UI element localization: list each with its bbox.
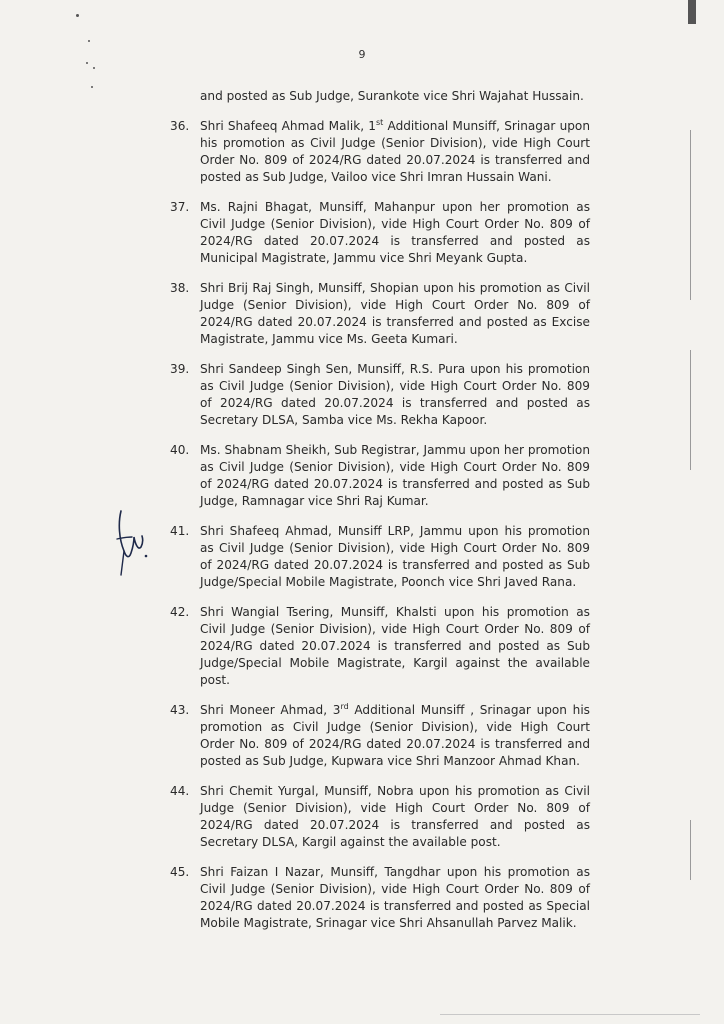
scan-speck	[91, 86, 93, 88]
list-item	[170, 604, 590, 689]
item-number: 36.	[170, 119, 190, 133]
scan-edge-line	[690, 350, 691, 470]
list-item	[170, 199, 590, 267]
scan-edge-line	[690, 820, 691, 880]
item-number: 39.	[170, 362, 190, 376]
scan-speck	[88, 40, 90, 42]
scan-speck	[86, 62, 88, 64]
item-text: Shri Faizan I Nazar, Munsiff, Tangdhar upon his promotion as Civil Judge (Senior Division), vide High Court Order No. 809 of 2024/RG dated 20.07.2024 is transferred and posted as Special Mobile Magistrate, Srinagar vice Shri Ahsanullah Parvez Malik.	[200, 865, 590, 930]
item-text: Ms. Rajni Bhagat, Munsiff, Mahanpur upon her promotion as Civil Judge (Senior Division), vide High Court Order No. 809 of 2024/RG dated 20.07.2024 is transferred and posted as Municipal Magistrate, Jammu vice Shri Meyank Gupta.	[200, 200, 590, 265]
list-item	[170, 523, 590, 591]
scan-edge-line	[690, 130, 691, 300]
list-item	[170, 783, 590, 851]
item-text: Shri Brij Raj Singh, Munsiff, Shopian upon his promotion as Civil Judge (Senior Division), vide High Court Order No. 809 of 2024/RG dated 20.07.2024 is transferred and posted as Excise Magistrate, Jammu vice Ms. Geeta Kumari.	[200, 281, 590, 346]
document-body	[170, 88, 590, 945]
handwritten-initials-signature	[112, 505, 152, 580]
item-text: Shri Wangial Tsering, Munsiff, Khalsti upon his promotion as Civil Judge (Senior Division), vide High Court Order No. 809 of 2024/RG dated 20.07.2024 is transferred and posted as Sub Judge/Special Mobile Magistrate, Kargil against the available post.	[200, 605, 590, 687]
scan-edge-mark	[688, 0, 696, 24]
item-number: 42.	[170, 605, 190, 619]
item-number: 40.	[170, 443, 190, 457]
item-text: Shri Shafeeq Ahmad Malik, 1st Additional Munsiff, Srinagar upon his promotion as Civil Judge (Senior Division), vide High Court Order No. 809 of 2024/RG dated 20.07.2024 is transferred and posted as Sub Judge, Vailoo vice Shri Imran Hussain Wani.	[200, 117, 590, 184]
item-number: 43.	[170, 703, 190, 717]
scan-speck	[93, 67, 95, 69]
list-item	[170, 864, 590, 932]
list-item	[170, 361, 590, 429]
scan-bottom-edge	[440, 1014, 700, 1015]
item-text: Ms. Shabnam Sheikh, Sub Registrar, Jammu upon her promotion as Civil Judge (Senior Division), vide High Court Order No. 809 of 2024/RG dated 20.07.2024 is transferred and posted as Sub Judge, Ramnagar vice Shri Raj Kumar.	[200, 443, 590, 508]
item-text: Shri Sandeep Singh Sen, Munsiff, R.S. Pura upon his promotion as Civil Judge (Senior Division), vide High Court Order No. 809 of 2024/RG dated 20.07.2024 is transferred and posted as Secretary DLSA, Samba vice Ms. Rekha Kapoor.	[200, 362, 590, 427]
scan-speck	[76, 14, 79, 17]
continuation-paragraph: and posted as Sub Judge, Surankote vice Shri Wajahat Hussain.	[200, 89, 584, 103]
item-number: 38.	[170, 281, 190, 295]
list-item	[170, 442, 590, 510]
item-number: 44.	[170, 784, 190, 798]
item-text: Shri Moneer Ahmad, 3rd Additional Munsiff , Srinagar upon his promotion as Civil Judge (Senior Division), vide High Court Order No. 809 of 2024/RG dated 20.07.2024 is transferred and posted as Sub Judge, Kupwara vice Shri Manzoor Ahmad Khan.	[200, 701, 590, 768]
item-text: Shri Shafeeq Ahmad, Munsiff LRP, Jammu upon his promotion as Civil Judge (Senior Division), vide High Court Order No. 809 of 2024/RG dated 20.07.2024 is transferred and posted as Sub Judge/Special Mobile Magistrate, Poonch vice Shri Javed Rana.	[200, 524, 590, 589]
item-number: 41.	[170, 524, 190, 538]
list-item	[170, 702, 590, 770]
item-number: 45.	[170, 865, 190, 879]
list-item	[170, 118, 590, 186]
item-number: 37.	[170, 200, 190, 214]
page-number: 9	[358, 48, 366, 61]
item-text: Shri Chemit Yurgal, Munsiff, Nobra upon his promotion as Civil Judge (Senior Division), vide High Court Order No. 809 of 2024/RG dated 20.07.2024 is transferred and posted as Secretary DLSA, Kargil against the available post.	[200, 784, 590, 849]
list-item	[170, 280, 590, 348]
